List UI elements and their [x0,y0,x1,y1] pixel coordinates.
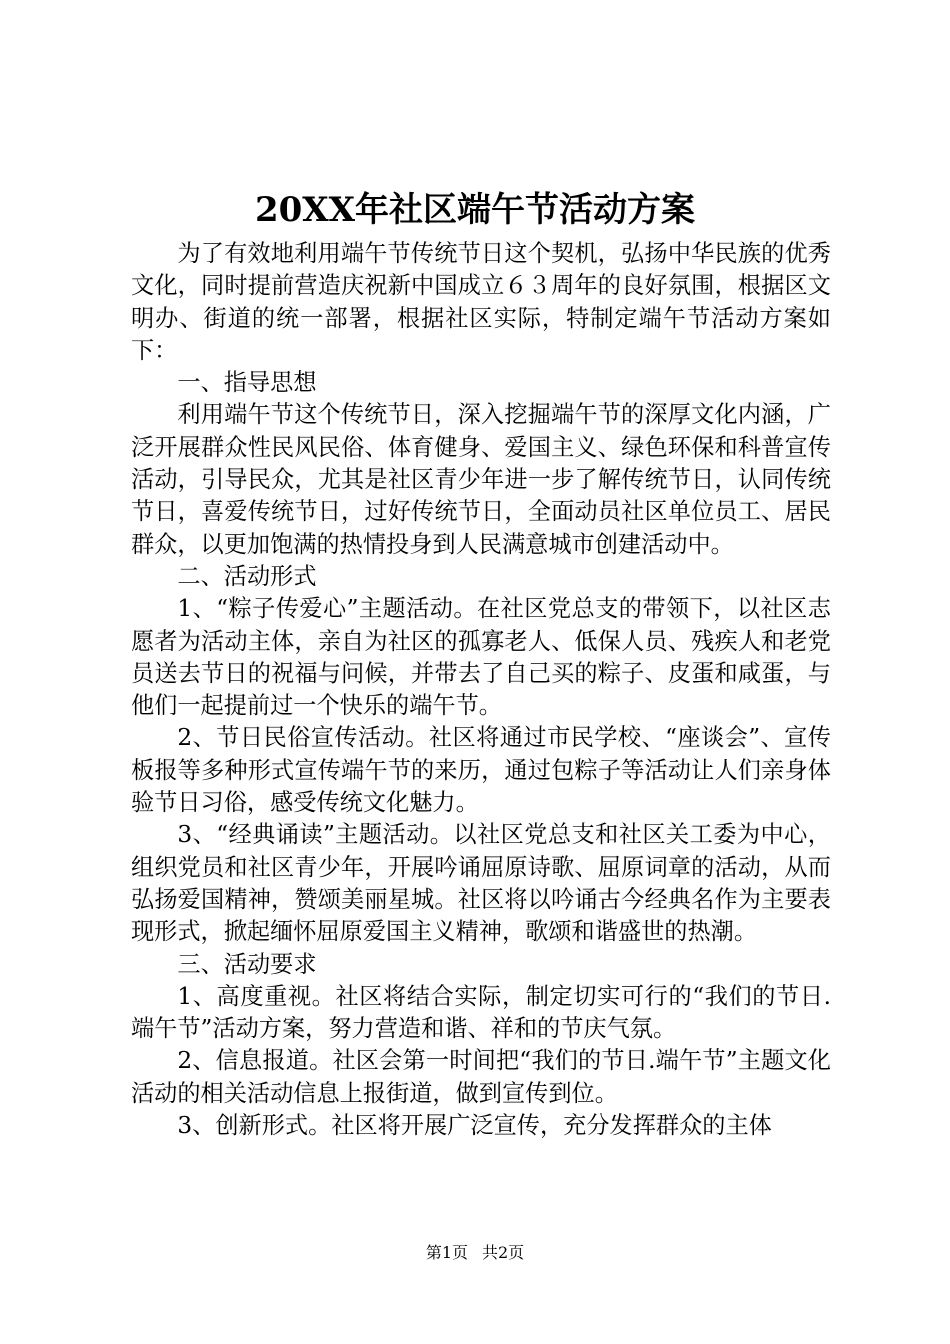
paragraph-activity-1: 1、“粽子传爱心”主题活动。在社区党总支的带领下，以社区志愿者为活动主体，亲自为社区的孤寡老人、低保人员、残疾人和老党员送去节日的祝福与问候，并带去了自己买的粽子、皮蛋和咸蛋，与他们一起提前过一个快乐的端午节。 [131,595,831,720]
paragraph-requirement-3: 3、创新形式。社区将开展广泛宣传，充分发挥群众的主体 [177,1112,772,1140]
page-number-total: 共2页 [482,1243,525,1262]
paragraph-activity-3: 3、“经典诵读”主题活动。以社区党总支和社区关工委为中心，组织党员和社区青少年，开展吟诵屈原诗歌、屈原词章的活动，从而弘扬爱国精神，赞颂美丽星城。社区将以吟诵古今经典名作为主要表现形式，掀起缅怀屈原爱国主义精神，歌颂和谐盛世的热潮。 [131,821,831,946]
paragraph-intro: 为了有效地利用端午节传统节日这个契机，弘扬中华民族的优秀文化，同时提前营造庆祝新中国成立６３周年的良好氛围，根据区文明办、街道的统一部署，根据社区实际，特制定端午节活动方案如下： [131,240,831,364]
page-number-current: 第1页 [425,1243,468,1262]
heading-activity-forms: 二、活动形式 [177,562,317,590]
document-body [131,238,831,1142]
document-title: 20XX年社区端午节活动方案 [254,190,696,230]
paragraph-guiding-ideology: 利用端午节这个传统节日，深入挖掘端午节的深厚文化内涵，广泛开展群众性民风民俗、体育健身、爱国主义、绿色环保和科普宣传活动，引导民众，尤其是社区青少年进一步了解传统节日，认同传统节日，喜爱传统节日，过好传统节日，全面动员社区单位员工、居民群众，以更加饱满的热情投身到人民满意城市创建活动中。 [131,401,831,558]
paragraph-requirement-2: 2、信息报道。社区会第一时间把“我们的节日.端午节”主题文化活动的相关活动信息上报街道，做到宣传到位。 [131,1047,831,1107]
paragraph-activity-2: 2、节日民俗宣传活动。社区将通过市民学校、“座谈会”、宣传板报等多种形式宣传端午节的来历，通过包粽子等活动让人们亲身体验节日习俗，感受传统文化魅力。 [131,724,831,817]
heading-guiding-ideology: 一、指导思想 [177,369,317,397]
heading-activity-requirements: 三、活动要求 [177,950,317,978]
paragraph-requirement-1: 1、高度重视。社区将结合实际，制定切实可行的“我们的节日.端午节”活动方案，努力营造和谐、祥和的节庆气氛。 [131,982,831,1043]
page-footer [0,1242,950,1264]
